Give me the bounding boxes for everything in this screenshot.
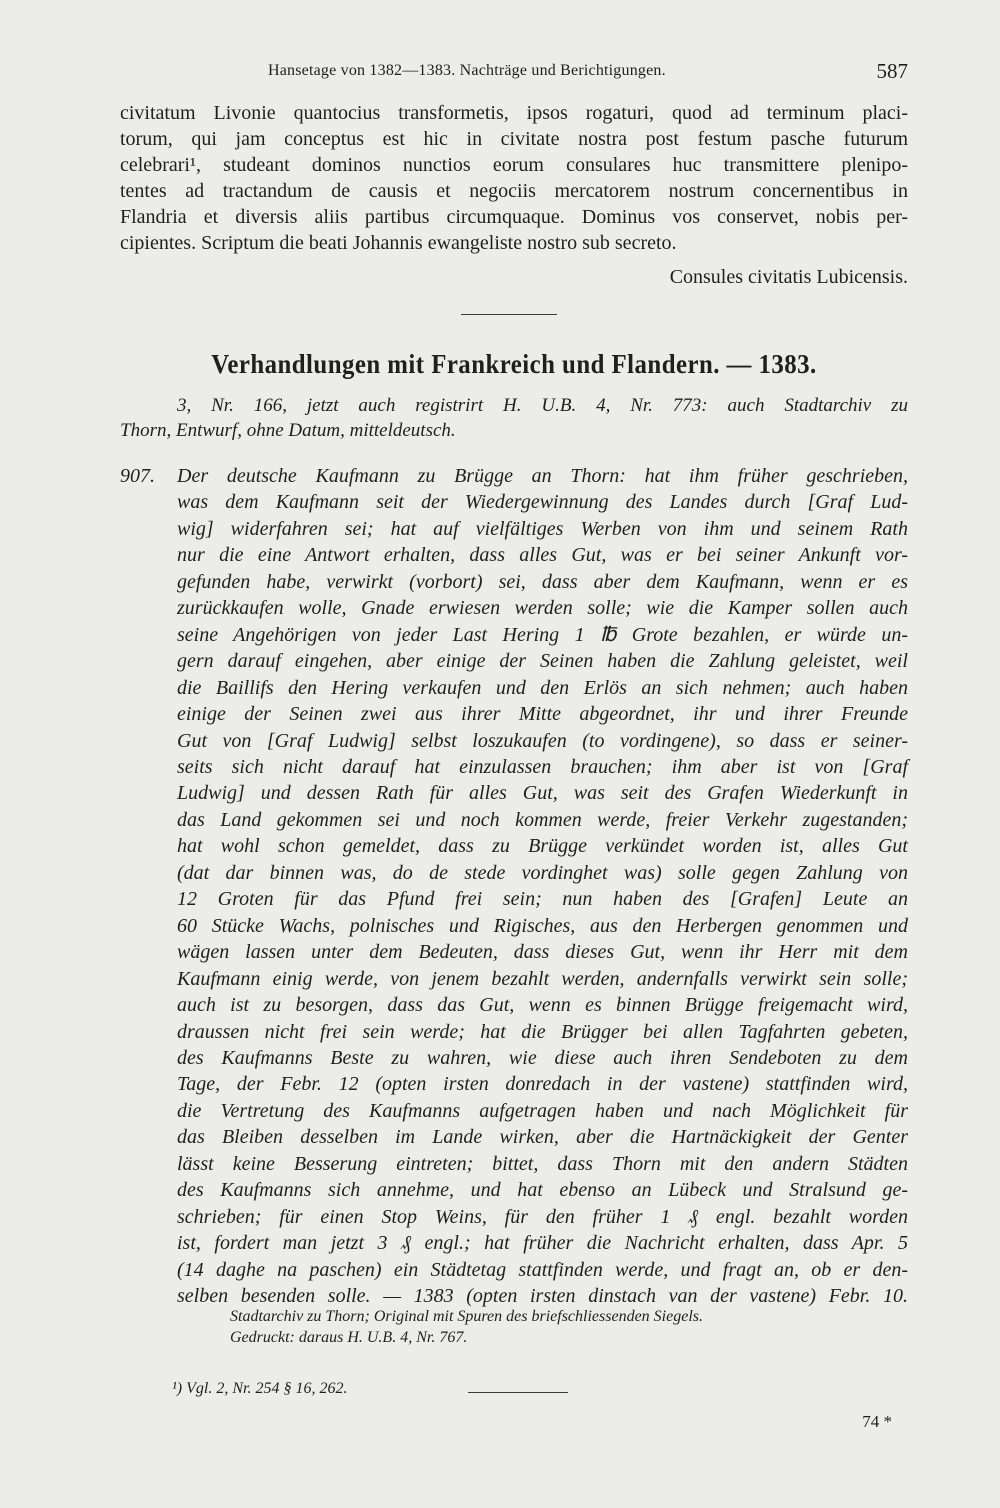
- entry-heading: Der deutsche Kaufmann zu Brügge an Thorn: hat ihm früher geschrieben,: [177, 465, 908, 487]
- text-line: was dem Kaufmann seit der Wiedergewinnung des Landes durch [Graf Lud-: [177, 491, 908, 514]
- text-line: torum, qui jam conceptus est hic in civitate nostra post festum pasche futurum: [120, 128, 908, 150]
- text-line: Thorn, Entwurf, ohne Datum, mitteldeutsch.: [120, 420, 456, 441]
- footnote-rule: [468, 1392, 568, 1393]
- text-line: wig] widerfahren sei; hat auf vielfältiges Werben von ihm und seinem Rath: [177, 517, 908, 540]
- text-line: hat wohl schon gemeldet, dass zu Brügge verkündet worden ist, alles Gut: [177, 835, 908, 858]
- text-line: selben besenden solle. — 1383 (opten irsten dinstach van der vastene) Febr. 10.: [177, 1285, 908, 1308]
- text-line: (14 daghe na paschen) ein Städtetag stattfinden werde, und fragt an, ob er den-: [177, 1258, 908, 1281]
- text-line: tentes ad tractandum de causis et negociis mercatorem nostrum concernentibus in: [120, 180, 908, 202]
- text-line: gern darauf eingehen, aber einige der Seinen haben die Zahlung geleistet, weil: [177, 650, 908, 673]
- entry-number: 907.: [120, 465, 155, 487]
- text-line: ist, fordert man jetzt 3 ₰ engl.; hat früher die Nachricht erhalten, dass Apr. 5: [177, 1232, 908, 1255]
- entry-source-note: [230, 1306, 703, 1348]
- text-line: auch ist zu besorgen, dass das Gut, wenn es binnen Brügge freigemacht wird,: [177, 994, 908, 1017]
- text-line: das Bleiben desselben im Lande wirken, aber die Hartnäckigkeit der Genter: [177, 1126, 908, 1149]
- entry-907: [120, 463, 908, 1310]
- text-line: seine Angehörigen von jeder Last Hering 1 ℔ Grote bezahlen, er würde un-: [177, 623, 908, 646]
- text-line: das Land gekommen sei und noch kommen werde, freier Verkehr zugestanden;: [177, 808, 908, 831]
- text-line: Gut von [Graf Ludwig] selbst loszukaufen (to vordingene), so dass er seiner-: [177, 729, 908, 752]
- footnote: ¹) Vgl. 2, Nr. 254 § 16, 262.: [172, 1380, 348, 1397]
- section-title: Verhandlungen mit Frankreich und Flandern. — 1383.: [211, 349, 817, 379]
- divider-rule: [461, 314, 557, 315]
- text-line: cipientes. Scriptum die beati Johannis ewangeliste nostro sub secreto.: [120, 232, 677, 254]
- text-line: wägen lassen unter dem Bedeuten, dass dieses Gut, wenn ihr Herr mit dem: [177, 941, 908, 964]
- letter-signature: Consules civitatis Lubicensis.: [669, 266, 908, 288]
- text-line: seits sich nicht darauf hat einzulassen brauchen; ihm aber ist von [Graf: [177, 755, 908, 778]
- text-line: nur die eine Antwort erhalten, dass alles Gut, was er bei seiner Ankunft vor-: [177, 544, 908, 567]
- text-line: Flandria et diversis aliis partibus circumquaque. Dominus vos conservet, nobis per-: [120, 206, 908, 228]
- text-line: zurückkaufen wolle, Gnade erwiesen werden solle; wie die Kamper sollen auch: [177, 597, 908, 620]
- text-line: 60 Stücke Wachs, polnisches und Rigisches, aus den Herbergen genommen und: [177, 914, 908, 937]
- signature-mark: 74 *: [862, 1412, 892, 1431]
- text-line: 12 Groten für das Pfund frei sein; nun haben des [Grafen] Leute an: [177, 888, 908, 911]
- text-line: des Kaufmanns sich annehme, und hat ebenso an Lübeck und Stralsund ge-: [177, 1179, 908, 1202]
- text-line: Ludwig] und dessen Rath für alles Gut, was seit des Grafen Wiederkunft in: [177, 782, 908, 805]
- text-line: gefunden habe, verwirkt (vorbort) sei, dass aber dem Kaufmann, wenn er es: [177, 570, 908, 593]
- text-line: schrieben; für einen Stop Weins, für den früher 1 ₰ engl. bezahlt worden: [177, 1205, 908, 1228]
- page-header: [120, 59, 908, 90]
- text-line: Kaufmann einig werde, von jenem bezahlt werden, andernfalls verwirkt sein solle;: [177, 967, 908, 990]
- text-line: die Baillifs den Hering verkaufen und den Erlös an sich nehmen; auch haben: [177, 676, 908, 699]
- text-line: des Kaufmanns Beste zu wahren, wie diese auch ihren Sendeboten zu dem: [177, 1046, 908, 1069]
- text-line: Stadtarchiv zu Thorn; Original mit Spuren des briefschliessenden Siegels.: [230, 1308, 703, 1325]
- text-line: lässt keine Besserung eintreten; bittet, dass Thorn mit den andern Städten: [177, 1152, 908, 1175]
- section-intro: [120, 393, 908, 443]
- text-line: (dat dar binnen was, do de stede vordinghet was) solle gegen Zahlung von: [177, 861, 908, 884]
- running-title: Hansetage von 1382—1383. Nachträge und Berichtigungen.: [268, 62, 666, 79]
- letter-text: [120, 100, 908, 256]
- text-line: die Vertretung des Kaufmanns aufgetragen haben und nach Möglichkeit für: [177, 1099, 908, 1122]
- text-line: einige der Seinen zwei aus ihrer Mitte abgeordnet, ihr und ihrer Freunde: [177, 703, 908, 726]
- text-line: Gedruckt: daraus H. U.B. 4, Nr. 767.: [230, 1329, 468, 1346]
- text-line: celebrari¹, studeant dominos nunctios eorum consulares huc transmittere plenipo-: [120, 154, 908, 176]
- text-line: Tage, der Febr. 12 (opten irsten donredach in der vastene) stattfinden wird,: [177, 1073, 908, 1096]
- entry-first-line: [120, 463, 908, 489]
- text-line: civitatum Livonie quantocius transformetis, ipsos rogaturi, quod ad terminum placi-: [120, 102, 908, 124]
- page-number: 587: [876, 59, 908, 83]
- text-line: draussen nicht frei sein werde; hat die Brügger bei allen Tagfahrten gebeten,: [177, 1020, 908, 1043]
- text-line: 3, Nr. 166, jetzt auch registrirt H. U.B. 4, Nr. 773: auch Stadtarchiv zu: [177, 395, 908, 416]
